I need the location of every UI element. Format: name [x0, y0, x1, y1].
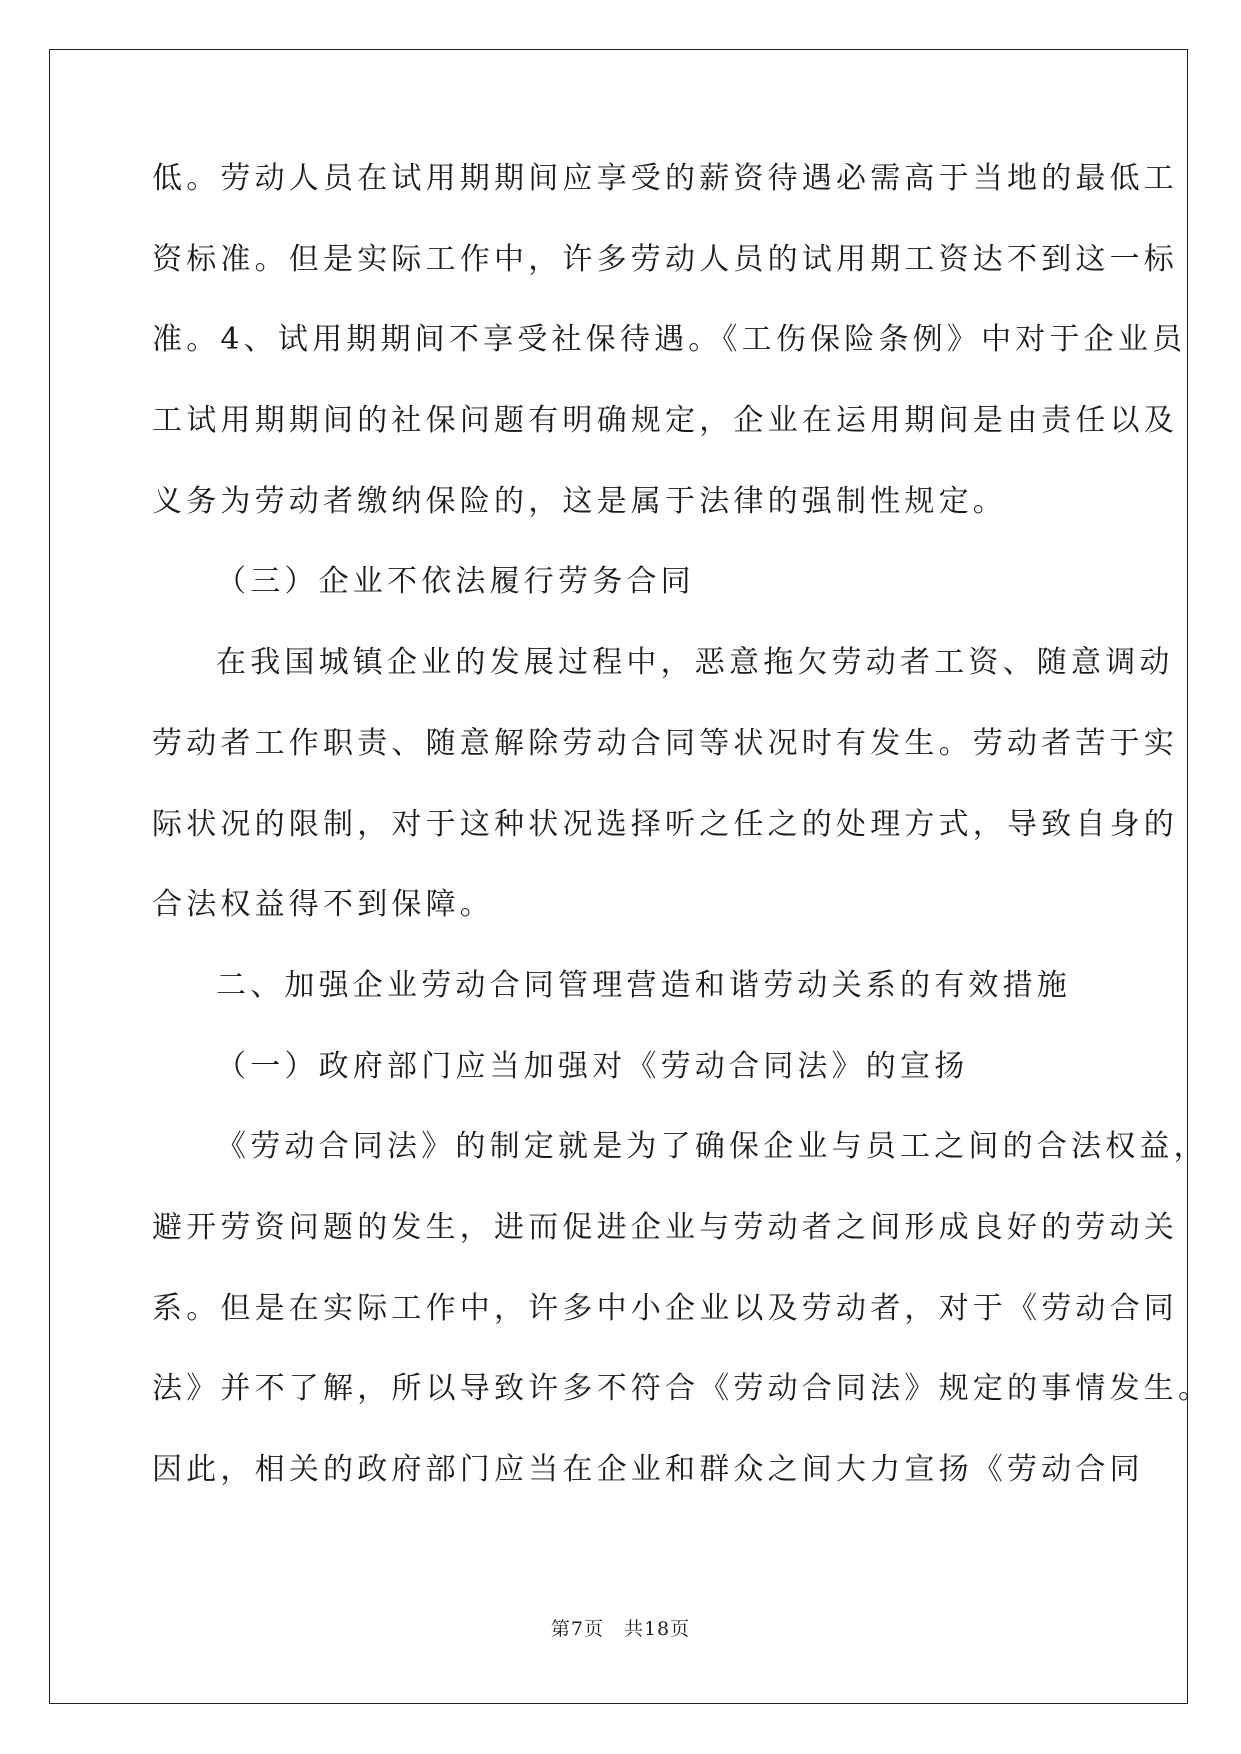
text-line: 在我国城镇企业的发展过程中，恶意拖欠劳动者工资、随意调动: [216, 645, 1174, 681]
page-number: 第7页 共18页: [550, 1618, 691, 1640]
text-line: 工试用期期间的社保问题有明确规定，企业在运用期间是由责任以及: [152, 403, 1178, 439]
text-line: 际状况的限制，对于这种状况选择听之任之的处理方式，导致自身的: [152, 806, 1178, 842]
text-line: 避开劳资问题的发生，进而促进企业与劳动者之间形成良好的劳动关: [152, 1209, 1178, 1245]
document-body: [152, 158, 1213, 1530]
text-line: 资标准。但是实际工作中，许多劳动人员的试用期工资达不到这一标: [152, 241, 1178, 277]
text-line: 系。但是在实际工作中，许多中小企业以及劳动者，对于《劳动合同: [152, 1290, 1178, 1326]
text-line: 《劳动合同法》的制定就是为了确保企业与员工之间的合法权益，: [216, 1129, 1208, 1165]
text-line: 准。4、试用期期间不享受社保待遇。《工伤保险条例》中对于企业员: [152, 322, 1187, 358]
text-line: 合法权益得不到保障。: [152, 887, 494, 923]
text-line: 义务为劳动者缴纳保险的，这是属于法律的强制性规定。: [152, 483, 1007, 519]
section-heading: （三）企业不依法履行劳务合同: [216, 564, 695, 600]
section-heading: （一）政府部门应当加强对《劳动合同法》的宣扬: [216, 1048, 969, 1084]
chapter-heading: 二、加强企业劳动合同管理营造和谐劳动关系的有效措施: [216, 967, 1071, 1003]
text-line: 因此，相关的政府部门应当在企业和群众之间大力宣扬《劳动合同: [152, 1452, 1144, 1487]
text-line: 低。劳动人员在试用期期间应享受的薪资待遇必需高于当地的最低工: [152, 161, 1178, 196]
text-line: 劳动者工作职责、随意解除劳动合同等状况时有发生。劳动者苦于实: [152, 725, 1178, 761]
text-line: 法》并不了解，所以导致许多不符合《劳动合同法》规定的事情发生。: [152, 1371, 1213, 1407]
